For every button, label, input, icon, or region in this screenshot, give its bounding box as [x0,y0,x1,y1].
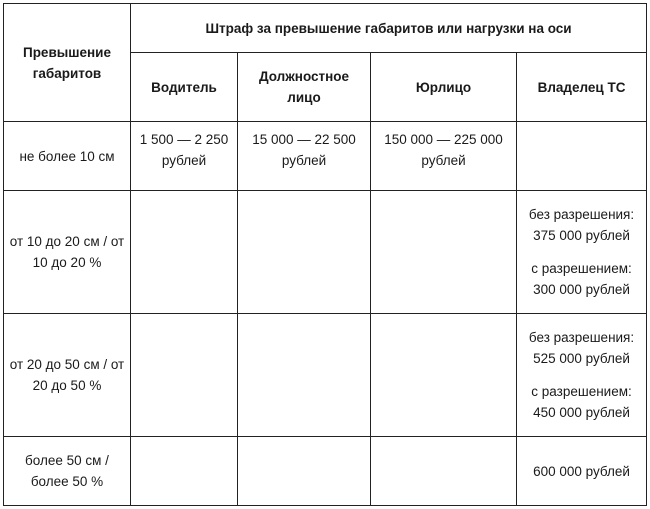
legal-entity-fine-cell [371,191,517,314]
header-official: Должностное лицо [238,53,371,122]
owner-fine-without-permit: без разрешения: 525 000 рублей [528,330,635,366]
legal-entity-fine-cell: 150 000 — 225 000 рублей [371,122,517,191]
table-row [4,191,647,314]
dimension-cell: более 50 см / более 50 % [4,437,131,506]
driver-fine-cell [131,191,238,314]
owner-fine-cell: 600 000 рублей [517,437,647,506]
official-fine-cell [238,191,371,314]
table-row [4,437,647,506]
owner-fine-with-permit: с разрешением: 300 000 рублей [531,261,632,297]
legal-entity-fine-cell [371,437,517,506]
table-row [4,122,647,191]
header-driver: Водитель [131,53,238,122]
official-fine-cell [238,437,371,506]
official-fine-cell: 15 000 — 22 500 рублей [238,122,371,191]
driver-fine-cell [131,437,238,506]
table-row [4,314,647,437]
header-owner: Владелец ТС [517,53,647,122]
header-dimension: Превышение габаритов [4,4,131,122]
header-fine-group: Штраф за превышение габаритов или нагрузки на оси [131,4,647,53]
header-legal-entity: Юрлицо [371,53,517,122]
official-fine-cell [238,314,371,437]
owner-fine-cell [517,191,647,314]
driver-fine-cell: 1 500 — 2 250 рублей [131,122,238,191]
owner-fine-without-permit: без разрешения: 375 000 рублей [528,207,635,243]
owner-fine-cell [517,122,647,191]
dimension-cell: от 10 до 20 см / от 10 до 20 % [4,191,131,314]
dimension-cell: от 20 до 50 см / от 20 до 50 % [4,314,131,437]
legal-entity-fine-cell [371,314,517,437]
dimension-cell: не более 10 см [4,122,131,191]
driver-fine-cell [131,314,238,437]
fines-table [3,3,647,506]
owner-fine-cell [517,314,647,437]
owner-fine-with-permit: с разрешением: 450 000 рублей [531,384,632,420]
